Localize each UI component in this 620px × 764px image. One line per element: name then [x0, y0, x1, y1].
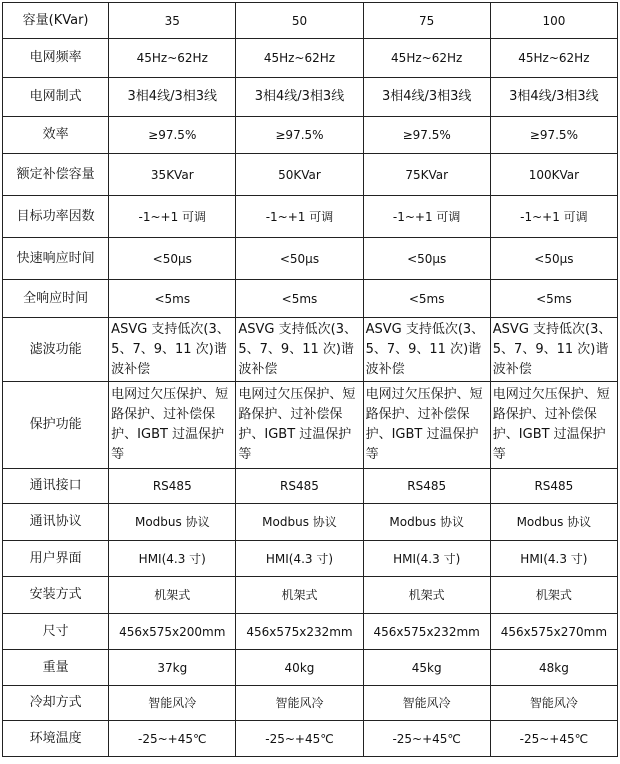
table-cell: ≥97.5% — [109, 117, 236, 154]
table-row — [3, 117, 618, 154]
table-cell: Modbus 协议 — [490, 504, 617, 541]
row-label-cell: 额定补偿容量 — [3, 154, 109, 196]
table-cell: ASVG 支持低次(3、5、7、9、11 次)谐波补偿 — [363, 318, 490, 382]
header-label-cell: 容量(KVar) — [3, 3, 109, 39]
table-cell: 100KVar — [490, 154, 617, 196]
table-cell: RS485 — [490, 469, 617, 504]
table-cell: -1~+1 可调 — [109, 196, 236, 238]
table-cell: 45Hz~62Hz — [490, 39, 617, 78]
row-label-cell: 通讯接口 — [3, 469, 109, 504]
row-label-cell: 尺寸 — [3, 614, 109, 650]
table-cell: -25~+45℃ — [109, 721, 236, 757]
table-cell: RS485 — [236, 469, 363, 504]
row-label-cell: 通讯协议 — [3, 504, 109, 541]
row-label-cell: 冷却方式 — [3, 686, 109, 721]
table-cell: 3相4线/3相3线 — [490, 78, 617, 117]
row-label-cell: 目标功率因数 — [3, 196, 109, 238]
table-cell: <5ms — [109, 280, 236, 318]
table-cell: <50μs — [363, 238, 490, 280]
table-cell: Modbus 协议 — [236, 504, 363, 541]
row-label-cell: 快速响应时间 — [3, 238, 109, 280]
row-label-cell: 安装方式 — [3, 577, 109, 614]
table-cell: <50μs — [236, 238, 363, 280]
table-cell: <5ms — [490, 280, 617, 318]
table-cell: <50μs — [109, 238, 236, 280]
table-cell: 智能风冷 — [490, 686, 617, 721]
table-row — [3, 614, 618, 650]
table-cell: -25~+45℃ — [363, 721, 490, 757]
header-value-cell: 50 — [236, 3, 363, 39]
table-row — [3, 577, 618, 614]
table-cell: <50μs — [490, 238, 617, 280]
table-cell: 45Hz~62Hz — [236, 39, 363, 78]
table-cell: 电网过欠压保护、短路保护、过补偿保护、IGBT 过温保护等 — [236, 382, 363, 469]
table-cell: 3相4线/3相3线 — [363, 78, 490, 117]
row-label-cell: 重量 — [3, 650, 109, 686]
row-label-cell: 用户界面 — [3, 541, 109, 577]
row-label-cell: 全响应时间 — [3, 280, 109, 318]
table-row — [3, 196, 618, 238]
table-cell: RS485 — [109, 469, 236, 504]
table-row — [3, 39, 618, 78]
table-cell: 456x575x270mm — [490, 614, 617, 650]
table-cell: -25~+45℃ — [490, 721, 617, 757]
table-cell: 456x575x200mm — [109, 614, 236, 650]
table-row — [3, 721, 618, 757]
table-cell: Modbus 协议 — [363, 504, 490, 541]
table-cell: HMI(4.3 寸) — [490, 541, 617, 577]
table-cell: ≥97.5% — [236, 117, 363, 154]
table-cell: 45Hz~62Hz — [109, 39, 236, 78]
table-cell: 50KVar — [236, 154, 363, 196]
table-cell: 机架式 — [490, 577, 617, 614]
table-cell: HMI(4.3 寸) — [363, 541, 490, 577]
row-label-cell: 滤波功能 — [3, 318, 109, 382]
table-cell: 机架式 — [363, 577, 490, 614]
table-cell: -1~+1 可调 — [236, 196, 363, 238]
table-cell: ≥97.5% — [490, 117, 617, 154]
table-cell: RS485 — [363, 469, 490, 504]
table-cell: 3相4线/3相3线 — [109, 78, 236, 117]
table-row — [3, 318, 618, 382]
table-cell: 电网过欠压保护、短路保护、过补偿保护、IGBT 过温保护等 — [363, 382, 490, 469]
row-label-cell: 电网频率 — [3, 39, 109, 78]
table-cell: <5ms — [363, 280, 490, 318]
table-cell: 75KVar — [363, 154, 490, 196]
table-cell: -1~+1 可调 — [363, 196, 490, 238]
table-cell: ASVG 支持低次(3、5、7、9、11 次)谐波补偿 — [109, 318, 236, 382]
table-row — [3, 78, 618, 117]
table-cell: 48kg — [490, 650, 617, 686]
table-cell: <5ms — [236, 280, 363, 318]
table-cell: Modbus 协议 — [109, 504, 236, 541]
table-row — [3, 382, 618, 469]
table-cell: 智能风冷 — [363, 686, 490, 721]
table-cell: 机架式 — [109, 577, 236, 614]
row-label-cell: 环境温度 — [3, 721, 109, 757]
row-label-cell: 保护功能 — [3, 382, 109, 469]
table-cell: 电网过欠压保护、短路保护、过补偿保护、IGBT 过温保护等 — [109, 382, 236, 469]
table-cell: HMI(4.3 寸) — [109, 541, 236, 577]
table-cell: ASVG 支持低次(3、5、7、9、11 次)谐波补偿 — [236, 318, 363, 382]
table-cell: ASVG 支持低次(3、5、7、9、11 次)谐波补偿 — [490, 318, 617, 382]
table-row — [3, 154, 618, 196]
header-value-cell: 100 — [490, 3, 617, 39]
spec-table — [2, 2, 618, 757]
table-row — [3, 541, 618, 577]
header-value-cell: 75 — [363, 3, 490, 39]
table-cell: 45kg — [363, 650, 490, 686]
table-cell: 456x575x232mm — [236, 614, 363, 650]
table-cell: ≥97.5% — [363, 117, 490, 154]
table-cell: -25~+45℃ — [236, 721, 363, 757]
row-label-cell: 效率 — [3, 117, 109, 154]
table-cell: 35KVar — [109, 154, 236, 196]
table-row — [3, 469, 618, 504]
row-label-cell: 电网制式 — [3, 78, 109, 117]
table-cell: -1~+1 可调 — [490, 196, 617, 238]
table-cell: 40kg — [236, 650, 363, 686]
table-row — [3, 504, 618, 541]
table-cell: 45Hz~62Hz — [363, 39, 490, 78]
header-value-cell: 35 — [109, 3, 236, 39]
table-cell: 智能风冷 — [236, 686, 363, 721]
table-cell: 机架式 — [236, 577, 363, 614]
table-cell: HMI(4.3 寸) — [236, 541, 363, 577]
table-row — [3, 280, 618, 318]
table-row — [3, 650, 618, 686]
table-header-row — [3, 3, 618, 39]
table-cell: 电网过欠压保护、短路保护、过补偿保护、IGBT 过温保护等 — [490, 382, 617, 469]
table-cell: 37kg — [109, 650, 236, 686]
table-cell: 3相4线/3相3线 — [236, 78, 363, 117]
table-row — [3, 238, 618, 280]
table-cell: 智能风冷 — [109, 686, 236, 721]
table-row — [3, 686, 618, 721]
table-cell: 456x575x232mm — [363, 614, 490, 650]
